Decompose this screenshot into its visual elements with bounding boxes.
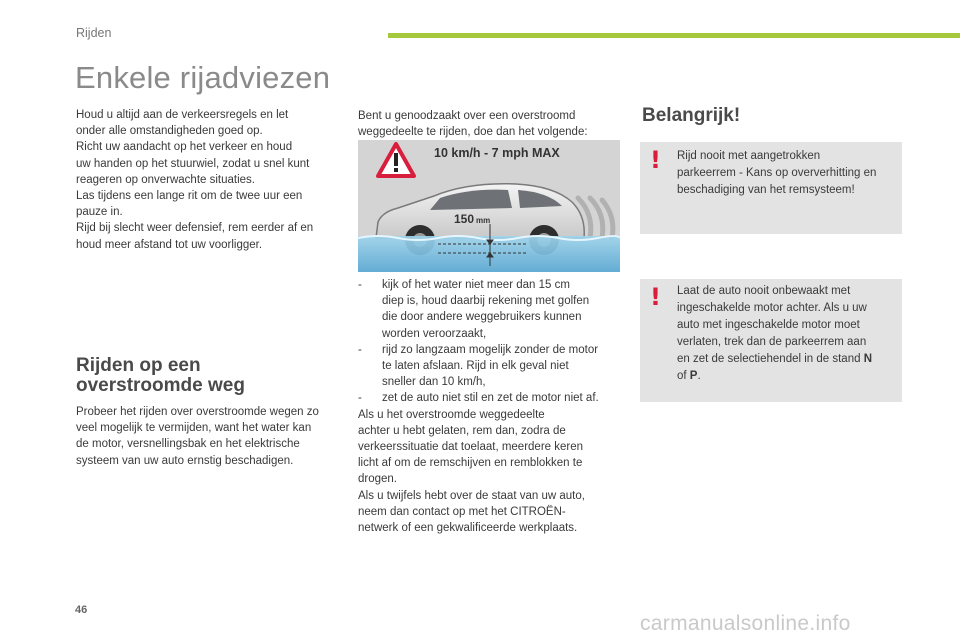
page-title: Enkele rijadviezen [75,60,331,95]
intro-paragraph [76,107,346,253]
flood-paragraph [76,404,346,469]
gear-n-label: N [863,353,873,365]
note-text [677,148,894,199]
flood-instructions [358,277,628,536]
text-line: kijk of het water niet meer dan 15 cm [382,279,570,291]
text-line: pauze in. [76,206,123,219]
text-line: uw handen op het stuurwiel, zodat u snel kunt [76,157,310,170]
exclamation-icon: ! [650,146,661,174]
text-line: rijd zo langzaam mogelijk zonder de motor [382,343,599,356]
text-line: Probeer het rijden over overstroomde wegen zo [76,406,319,418]
text-line: Houd u altijd aan de verkeersregels en let [76,109,289,121]
text-line: Laat de auto nooit onbewaakt met [677,285,851,297]
text-line: weggedeelte te rijden, doe dan het volgende: [358,126,588,139]
important-heading: Belangrijk! [642,105,741,126]
text-fragment: of [677,370,690,382]
text-line: parkeerrem - Kans op oververhitting en [677,167,877,179]
text-line: de motor, versnellingsbak en het elektrische [76,438,300,451]
text-line: netwerk of een gekwalificeerde werkplaats. [358,522,578,535]
watermark: carmanualsonline.info [640,612,851,635]
note-text [677,283,894,385]
bullet-dash: - [358,279,362,291]
text-line: Bent u genoodzaakt over een overstroomd [358,110,576,122]
text-line: reageren op onverwachte situaties. [76,173,255,186]
text-line: zet de auto niet stil en zet de motor niet af. [382,392,599,405]
text-line: veel mogelijk te vermijden, want het water kan [76,422,312,435]
text-line [677,368,894,385]
subheading-line: Rijden op een [76,355,201,376]
text-line: sneller dan 10 km/h, [382,376,486,389]
text-line: te laten afslaan. Rijd in elk geval niet [382,360,569,373]
list-item [358,390,628,406]
list-item [358,277,628,342]
flooded-road-illustration [358,140,620,272]
text-line: die door andere weggebruikers kunnen [382,311,582,324]
header-accent-bar [388,33,960,38]
text-line: beschadiging van het remsysteem! [677,184,855,196]
gear-p-label: P [689,370,698,382]
depth-unit: mm [476,216,491,225]
depth-value: 150 [454,212,475,226]
bullet-dash: - [358,343,362,356]
text-line: systeem van uw auto ernstig beschadigen. [76,454,294,467]
text-line: Als u het overstroomde weggedeelte [358,408,545,421]
warning-note-parking-brake [640,142,902,234]
text-line: verkeerssituatie dat toelaat, meerdere keren [358,441,584,454]
bullet-dash: - [358,392,362,405]
text-line: Las tijdens een lange rit om de twee uur een [76,190,303,203]
page-number: 46 [75,604,88,616]
text-line: Richt uw aandacht op het verkeer en houd [76,141,293,154]
text-line: diep is, houd daarbij rekening met golfen [382,295,590,308]
speed-label: 10 km/h - 7 mph MAX [434,146,560,160]
section-label: Rijden [76,26,112,40]
text-line: onder alle omstandigheden goed op. [76,125,263,138]
text-line: Als u twijfels hebt over de staat van uw auto, [358,489,585,502]
text-line: drogen. [358,473,398,486]
text-fragment: en zet de selectiehendel in de stand [677,353,864,365]
exclamation-icon: ! [650,283,661,311]
warning-note-engine-running [640,279,902,402]
flood-subheading [76,356,245,396]
text-fragment: . [697,370,701,382]
text-line: licht af om de remschijven en remblokken te [358,457,583,470]
text-line: ingeschakelde motor achter. Als u uw [677,302,867,314]
text-line: neem dan contact op met het CITROËN- [358,505,566,518]
col2-intro [358,108,628,140]
list-item [358,342,628,391]
text-line: houd meer afstand tot uw voorligger. [76,238,263,251]
text-line: Rijd bij slecht weer defensief, rem eerder af en [76,222,314,235]
text-line: achter u hebt gelaten, rem dan, zodra de [358,424,566,437]
text-line: auto met ingeschakelde motor moet [677,319,860,331]
text-line: worden veroorzaakt, [382,327,487,340]
text-line [677,351,894,368]
text-line: verlaten, trek dan de parkeerrem aan [677,336,867,348]
text-line: Rijd nooit met aangetrokken [677,150,821,162]
subheading-line: overstroomde weg [76,375,245,396]
